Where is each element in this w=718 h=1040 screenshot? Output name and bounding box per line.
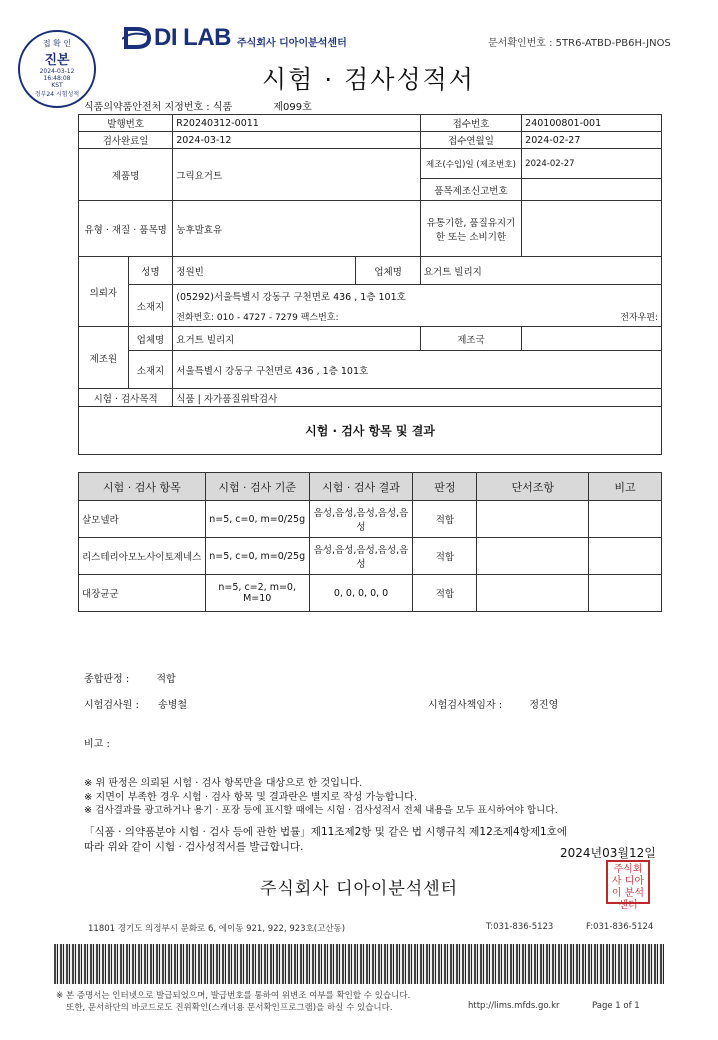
header-standard: 시험 · 검사 기준 xyxy=(205,473,309,501)
note-line: ※ 검사결과를 광고하거나 용기 · 포장 등에 표시할 때에는 시험 · 검사성적서 전체 내용을 모두 표시하여야 합니다. xyxy=(84,805,558,816)
certification-stamp xyxy=(18,30,96,108)
label-maker: 제조원 xyxy=(79,327,129,389)
footer-url[interactable]: http://lims.mfds.go.kr xyxy=(468,1001,560,1011)
item: 리스테리아모노사이토제네스 xyxy=(79,538,206,575)
label-country: 제조국 xyxy=(420,327,521,351)
manager xyxy=(428,696,558,711)
label-product: 제품명 xyxy=(79,149,173,201)
page-title: 시험 · 검사성적서 xyxy=(262,65,475,94)
product-type: 농후발효유 xyxy=(173,201,420,257)
info-table xyxy=(78,114,662,455)
result: 음성,음성,음성,음성,음성 xyxy=(309,501,413,538)
results-table xyxy=(78,472,662,612)
label-address: 소재지 xyxy=(128,285,173,327)
label-type: 유형 · 재질 · 품목명 xyxy=(79,201,173,257)
recv-date: 2024-02-27 xyxy=(522,132,662,149)
table-row xyxy=(79,575,662,612)
label-report-no: 품목제조신고번호 xyxy=(420,179,521,201)
item: 대장균군 xyxy=(79,575,206,612)
label-purpose: 시험 · 검사목적 xyxy=(79,389,173,407)
clause xyxy=(477,538,589,575)
country xyxy=(522,327,662,351)
standard: n=5, c=0, m=0/25g xyxy=(205,538,309,575)
stamp-line: KST xyxy=(51,82,63,89)
header-result: 시험 · 검사 결과 xyxy=(309,473,413,501)
inspector-label: 시험검사원 : xyxy=(84,700,139,711)
stamp-line: 진본 xyxy=(44,53,70,68)
item: 살모넬라 xyxy=(79,501,206,538)
law-line: 따라 위와 같이 시험 · 검사성적서를 발급합니다. xyxy=(84,841,304,853)
designation xyxy=(84,98,312,113)
header-judge: 판정 xyxy=(413,473,477,501)
purpose: 식품 | 자가품질위탁검사 xyxy=(173,389,662,407)
recv-no: 240100801-001 xyxy=(522,115,662,132)
judge: 적합 xyxy=(413,538,477,575)
issue-no: R20240312-0011 xyxy=(173,115,420,132)
overall-value: 적합 xyxy=(156,674,176,685)
stamp-line: 정부24 시험성적 xyxy=(34,91,80,98)
company-name: 주식회사 디아이분석센터 xyxy=(237,37,347,49)
note xyxy=(589,575,662,612)
stamp-line: 접 확 인 xyxy=(42,39,72,48)
client-name: 정원빈 xyxy=(173,257,356,285)
label-maker-company: 업체명 xyxy=(128,327,173,351)
footer-note: ※ 본 증명서는 인터넷으로 발급되었으며, 발급번호를 통하여 위변조 여부를 확인할 수 있습니다. xyxy=(56,991,411,1001)
manager-label: 시험검사책임자 : xyxy=(428,700,503,711)
clause xyxy=(477,501,589,538)
note xyxy=(589,538,662,575)
expiry xyxy=(522,201,662,257)
overall-label: 종합판정 : xyxy=(84,674,130,685)
report-no xyxy=(522,179,662,201)
verification-barcode xyxy=(54,944,664,984)
issue-date: 2024년03월12일 xyxy=(560,846,656,860)
overall-judgement xyxy=(84,670,176,685)
di-logo-icon xyxy=(122,25,152,51)
table-row xyxy=(79,501,662,538)
client-email-label: 전자우편: xyxy=(522,307,662,327)
result: 음성,음성,음성,음성,음성 xyxy=(309,538,413,575)
product-name: 그릭요거트 xyxy=(173,149,420,201)
footer-note: 또한, 문서하단의 바코드로도 진위확인(스캐너용 문서확인프로그램)을 하실 수 있습니다. xyxy=(66,1003,393,1013)
stamp-line: 2024-03-12 xyxy=(39,68,75,75)
label-recv-no: 접수번호 xyxy=(420,115,521,132)
label-done-date: 검사완료일 xyxy=(79,132,173,149)
results-section-title: 시험 · 검사 항목 및 결과 xyxy=(79,407,662,455)
label-name: 성명 xyxy=(128,257,173,285)
stamp-line: 16:48:08 xyxy=(43,75,71,82)
remark-label: 비고 : xyxy=(84,739,110,750)
note xyxy=(589,501,662,538)
logo xyxy=(122,24,347,52)
designation-label: 식품의약품안전처 지정번호 : 식품 xyxy=(84,102,233,113)
result: 0, 0, 0, 0, 0 xyxy=(309,575,413,612)
footer-address: 11801 경기도 의정부시 문화로 6, 에이동 921, 922, 923호(고산동) xyxy=(88,924,346,934)
company-seal: 주식회사 디아이 분석센터 xyxy=(606,860,650,904)
manager-name: 정진영 xyxy=(529,700,559,711)
inspector xyxy=(84,696,187,711)
clause xyxy=(477,575,589,612)
document-check-number: 문서확인번호 : 5TR6-ATBD-PB6H-JNOS xyxy=(488,38,671,49)
law-line: 「식품 · 의약품분야 시험 · 검사 등에 관한 법률」제11조제2항 및 같은 법 시행규칙 제12조제4항제1호에 xyxy=(84,826,567,838)
client-phone: 전화번호: 010 - 4727 - 7279 팩스번호: xyxy=(173,307,522,327)
label-maker-address: 소재지 xyxy=(128,351,173,389)
maker-company: 요거트 빌리지 xyxy=(173,327,420,351)
footer-tel: T:031-836-5123 xyxy=(486,922,554,932)
label-expiry: 유통기한, 품질유지기한 또는 소비기한 xyxy=(420,201,521,257)
done-date: 2024-03-12 xyxy=(173,132,420,149)
note-line: ※ 지면이 부족한 경우 시험 · 검사 항목 및 결과란은 별지로 작성 가능합니다. xyxy=(84,792,418,803)
header-note: 비고 xyxy=(589,473,662,501)
footer-fax: F:031-836-5124 xyxy=(586,922,654,932)
judge: 적합 xyxy=(413,575,477,612)
page-number: Page 1 of 1 xyxy=(592,1001,640,1011)
client-company: 요거트 빌리지 xyxy=(420,257,661,285)
standard: n=5, c=0, m=0/25g xyxy=(205,501,309,538)
table-row xyxy=(79,538,662,575)
inspector-name: 송병철 xyxy=(158,700,188,711)
client-address: (05292)서울특별시 강동구 구천면로 436 , 1층 101호 xyxy=(173,285,662,307)
label-recv-date: 접수연월일 xyxy=(420,132,521,149)
maker-address: 서울특별시 강동구 구천면로 436 , 1층 101호 xyxy=(173,351,662,389)
header-clause: 단서조항 xyxy=(477,473,589,501)
logo-text: DI LAB xyxy=(154,24,231,51)
header-item: 시험 · 검사 항목 xyxy=(79,473,206,501)
label-company: 업체명 xyxy=(356,257,420,285)
label-issue-no: 발행번호 xyxy=(79,115,173,132)
standard: n=5, c=2, m=0, M=10 xyxy=(205,575,309,612)
note-line: ※ 위 판정은 의뢰된 시험 · 검사 항목만을 대상으로 한 것입니다. xyxy=(84,778,363,789)
judge: 적합 xyxy=(413,501,477,538)
label-mfg-date: 제조(수입)일 (제조번호) xyxy=(420,149,521,179)
mfg-date: 2024-02-27 xyxy=(522,149,662,179)
label-client: 의뢰자 xyxy=(79,257,129,327)
company-full-name: 주식회사 디아이분석센터 xyxy=(260,879,459,899)
designation-number: 제099호 xyxy=(273,102,312,113)
